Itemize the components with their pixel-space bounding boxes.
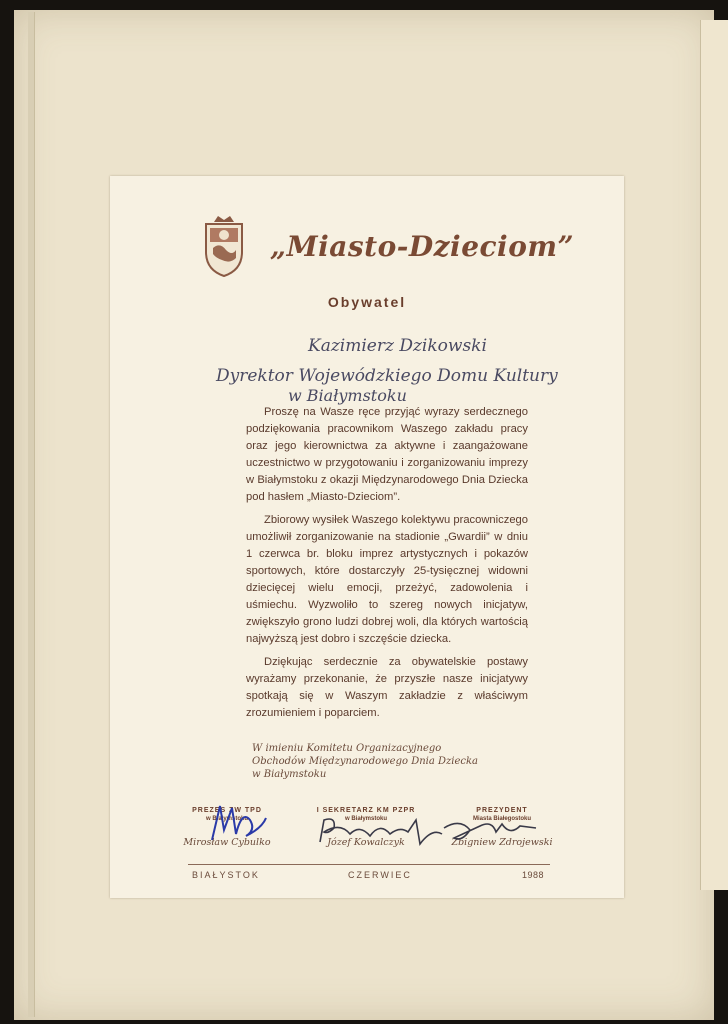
sign-intro-line: w Białymstoku: [252, 769, 327, 780]
certificate-document: [110, 176, 624, 898]
signatory-name: Mirosław Cybulko: [183, 837, 271, 848]
sign-intro-line: W imieniu Komitetu Organizacyjnego: [252, 743, 442, 754]
signatory-sub: w Białymstoku: [205, 816, 248, 822]
paragraph: Zbiorowy wysiłek Waszego kolektywu pracowniczego umożliwił zorganizowanie na stadionie „Gwardii” w dniu 1 czerwca br. bloku imprez artystycznych i pokazów sportowych, które dostarczyły 25-tysięcznej widowni dziecięcej wielu emocji, przeżyć, zadowolenia i uśmiechu. Wyzwoliło to szereg nowych inicjatyw, zwiększyło grono ludzi dobrej woli, dla których wartością najwyższą jest dobro i szczęście dziecka.: [246, 514, 528, 645]
album-spine-edge: [28, 12, 35, 1017]
signature-scrawl-1: [206, 800, 270, 846]
signatory-name: Józef Kowalczyk: [327, 837, 405, 848]
signatory-title: PREZYDENT: [476, 807, 528, 814]
letter-body: [246, 404, 528, 728]
coat-of-arms-icon: [200, 212, 248, 278]
signatory-name: Zbigniew Zdrojewski: [451, 837, 553, 848]
footer-month: CZERWIEC: [348, 870, 412, 880]
document-title: „Miasto-Dzieciom”: [270, 230, 575, 263]
footer-year: 1988: [522, 870, 545, 880]
footer-divider: [188, 864, 550, 865]
signatory-title: PREZES ZW TPD: [192, 807, 262, 814]
recipient-role: Dyrektor Wojewódzkiego Domu Kultury: [216, 366, 558, 386]
sign-intro-line: Obchodów Międzynarodowego Dnia Dziecka: [252, 756, 479, 767]
recipient-city: w Białymstoku: [288, 386, 407, 405]
paragraph: Dziękując serdecznie za obywatelskie postawy wyrażamy przekonanie, że przyszłe nasze inicjatywy spotkają się w Waszym zakładzie z właściwym zrozumieniem i poparciem.: [246, 656, 528, 719]
next-page-edge: [700, 20, 728, 890]
footer-city: BIAŁYSTOK: [192, 870, 260, 880]
signatory-sub: w Białymstoku: [344, 816, 387, 822]
paragraph: Proszę na Wasze ręce przyjąć wyrazy serdecznego podziękowania pracownikom Waszego zakładu pracy oraz jego kierownictwa za aktywne i zaangażowane uczestnictwo w przygotowaniu i zorganizowaniu imprezy w Białymstoku z okazji Międzynarodowego Dnia Dziecka pod hasłem „Miasto-Dzieciom”.: [246, 406, 528, 503]
signatory-title: I SEKRETARZ KM PZPR: [316, 807, 416, 814]
signature-intro: [252, 742, 478, 781]
signature-scrawl-3: [440, 816, 540, 846]
signature-scrawl-2: [316, 814, 446, 848]
signatory-sub: Miasta Białegostoku: [472, 816, 531, 822]
salutation: Obywatel: [327, 294, 407, 310]
recipient-name: Kazimierz Dzikowski: [308, 336, 487, 356]
